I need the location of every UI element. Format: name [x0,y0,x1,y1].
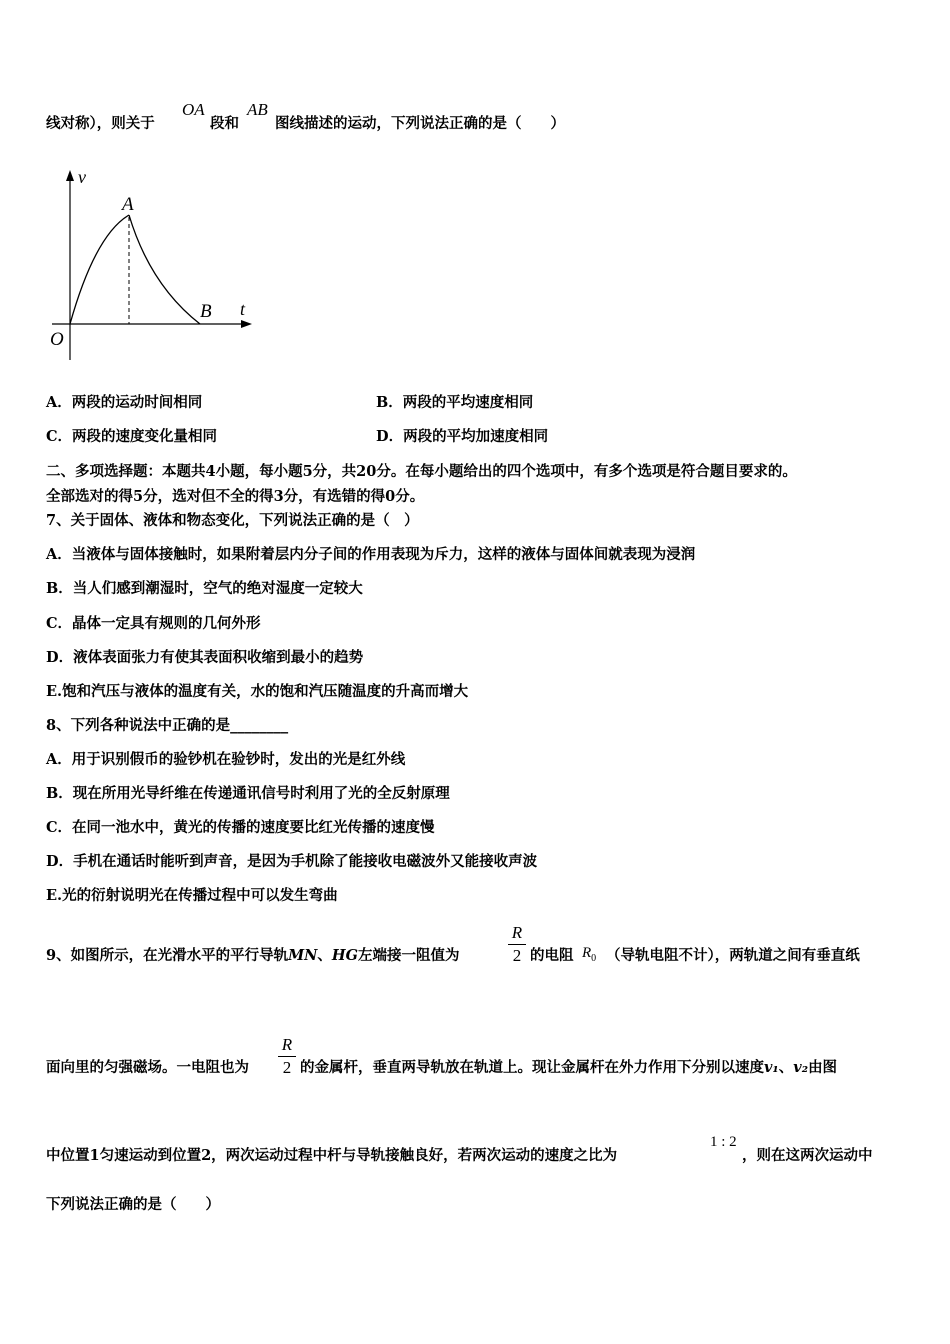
q7-option-a: A．当液体与固体接触时，如果附着层内分子间的作用表现为斥力，这样的液体与固体间就表现为浸润 [46,546,696,563]
fraction-numerator-b: R [281,1035,293,1054]
q7-option-b: B．当人们感到潮湿时，空气的绝对湿度一定较大 [46,580,363,597]
q6-ab-symbol: AB [247,100,268,119]
label-v: v [78,167,86,187]
q9-line3-a: 中位置1匀速运动到位置2，两次运动过程中杆与导轨接触良好，若两次运动的速度之比为 [46,1147,618,1164]
q6-option-c: C．两段的速度变化量相同 [46,428,218,445]
r0-letter: R [582,945,592,961]
q9-line2 [46,1058,249,1078]
q6-stem-a: 线对称），则关于 [46,115,155,132]
q7-option-c: C．晶体一定具有规则的几何外形 [46,615,261,632]
section2-line2: 全部选对的得5分，选对但不全的得3分，有选错的得0分。 [46,488,425,505]
q9-line1 [46,946,460,966]
q6-stem [46,114,155,134]
q6-option-d: D．两段的平均加速度相同 [376,428,549,445]
q6-option-a: A．两段的运动时间相同 [46,394,203,411]
q6-stem-b: 段和 [210,115,239,132]
q6-oa-symbol: OA [182,100,205,119]
rail-hg: HG [331,947,358,964]
rail-mn: MN [288,947,318,964]
q9-line1-c: 的电阻 [530,947,574,964]
fraction-denominator-b: 2 [282,1058,292,1077]
q9-sep: 、 [317,947,332,964]
q9-line1-b: 左端接一阻值为 [358,947,460,964]
q9-line2-c: 由图 [808,1059,838,1076]
q7-stem: 7、关于固体、液体和物态变化，下列说法正确的是（ ） [46,512,419,529]
q9-sep2: 、 [778,1059,794,1076]
q9-line1-d: （导轨电阻不计），两轨道之间有垂直纸 [606,947,860,964]
q8-option-c: C．在同一池水中，黄光的传播的速度要比红光传播的速度慢 [46,819,435,836]
q6-option-b: B．两段的平均速度相同 [376,394,534,411]
label-b: B [200,301,212,322]
v-axis-arrow [66,170,74,181]
fraction-numerator: R [511,923,523,942]
label-a: A [122,194,134,215]
velocity-v1: v₁ [764,1059,779,1076]
curve-ab [129,215,200,324]
fraction-bar [508,944,526,945]
q8-option-e: E.光的衍射说明光在传播过程中可以发生弯曲 [46,887,338,904]
q6-stem-c: 图线描述的运动，下列说法正确的是（ ） [275,115,565,132]
q9-line3-b: ，则在这两次运动中 [742,1147,873,1164]
q9-line2-a: 面向里的匀强磁场。一电阻也为 [46,1059,249,1076]
label-t: t [240,299,246,319]
q9-line2-b: 的金属杆，垂直两导轨放在轨道上。现让金属杆在外力作用下分别以速度 [300,1059,764,1076]
q8-option-a: A．用于识别假币的验钞机在验钞时，发出的光是红外线 [46,751,406,768]
fraction-denominator: 2 [512,946,522,965]
q9-line1-a: 9、如图所示，在光滑水平的平行导轨 [46,947,289,964]
label-o: O [50,329,64,350]
t-axis-arrow [241,320,252,328]
q9-line4: 下列说法正确的是（ ） [46,1196,220,1213]
fraction-r-over-2 [508,923,526,966]
q8-stem: 8、下列各种说法中正确的是________ [46,717,289,734]
q8-option-b: B．现在所用光导纤维在传递通讯信号时利用了光的全反射原理 [46,785,450,802]
q7-option-e: E.饱和汽压与液体的温度有关，水的饱和汽压随温度的升高而增大 [46,683,469,700]
vt-graph [40,165,260,365]
speed-ratio: 1 : 2 [710,1134,737,1150]
resistor-r0 [582,945,596,964]
velocity-v2: v₂ [793,1059,809,1076]
fraction-bar-b [278,1056,296,1057]
section2-line1: 二、多项选择题：本题共4小题，每小题5分，共20分。在每小题给出的四个选项中，有多个选项是符合题目要求的。 [46,463,797,480]
curve-oa [70,215,129,324]
fraction-r-over-2-b [278,1035,296,1078]
q7-option-d: D．液体表面张力有使其表面积收缩到最小的趋势 [46,649,364,666]
r0-subscript: 0 [591,953,597,964]
q8-option-d: D．手机在通话时能听到声音，是因为手机除了能接收电磁波外又能接收声波 [46,853,538,870]
q9-line2-rest [300,1058,837,1078]
